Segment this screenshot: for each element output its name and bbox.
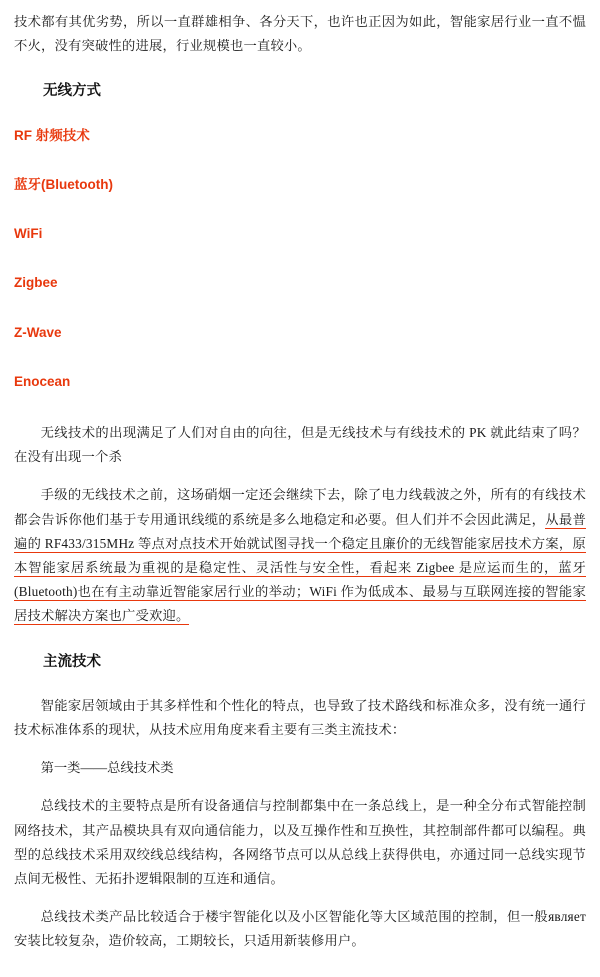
bus-technology-paragraph: 总线技术的主要特点是所有设备通信与控制都集中在一条总线上，是一种全分布式智能控制网络技术，其产品模块具有双向通信能力，以及互操作性和互换性，其控制部件都可以编程。典型的总线技术采用双绞线总线结构，各网络节点可以从总线上获得供电，亦通过同一总线实现节点间无极性、无拓扑逻辑限制的互连和通信。 — [14, 798, 586, 886]
list-item-wifi: WiFi — [14, 226, 43, 242]
wireless-intro-paragraph: 无线技术的出现满足了人们对自由的向往，但是无线技术与有线技术的 PK 就此结束了吗？在没有出现一个杀 — [14, 425, 586, 465]
heading-mainstream-tech: 主流技术 — [43, 653, 101, 670]
wireless-technology-list — [14, 126, 586, 393]
wireless-body-paragraph — [14, 483, 586, 628]
list-item-rf: RF 射频技术 — [14, 127, 90, 143]
intro-paragraph: 技术都有其优劣势，所以一直群雄相争、各分天下，也许也正因为如此，智能家居行业一直不愠不火，没有突破性的进展，行业规模也一直较小。 — [14, 14, 586, 54]
list-item-zigbee: Zigbee — [14, 275, 58, 291]
list-item-zwave: Z-Wave — [14, 324, 62, 340]
subheading-category-one: 第一类——总线技术类 — [40, 760, 174, 776]
list-item-enocean: Enocean — [14, 373, 71, 389]
bus-technology-summary-paragraph: 总线技术类产品比较适合于楼宇智能化以及小区智能化等大区域范围的控制，但一般являет安装比较复杂，造价较高，工期较长，只适用新装修用户。 — [14, 909, 586, 949]
wireless-body-plain-text: 手级的无线技术之前，这场硝烟一定还会继续下去，除了电力线载波之外，所有的有线技术都会告诉你他们基于专用通讯线缆的系统是多么地稳定和必要。但人们并不会因此满足， — [14, 487, 586, 527]
list-item-bluetooth: 蓝牙(Bluetooth) — [14, 176, 113, 192]
mainstream-intro-paragraph: 智能家居领域由于其多样性和个性化的特点，也导致了技术路线和标准众多，没有统一通行技术标准体系的现状，从技术应用角度来看主要有三类主流技术： — [14, 697, 586, 737]
wireless-body-underlined-text: 从最普遍的 RF433/315MHz 等点对点技术开始就试图寻找一个稳定且廉价的无线智能家居技术方案，原本智能家居系统最为重视的是稳定性、灵活性与安全性，看起来 Zigbee 是应运而生的，蓝牙(Bluetooth)也在有主动靠近智能家居行业的举动；WiFi 作为低成本、最易与互联网连接的智能家居技术解决方案也广受欢迎。 — [14, 511, 586, 624]
heading-wireless-methods: 无线方式 — [43, 83, 101, 100]
